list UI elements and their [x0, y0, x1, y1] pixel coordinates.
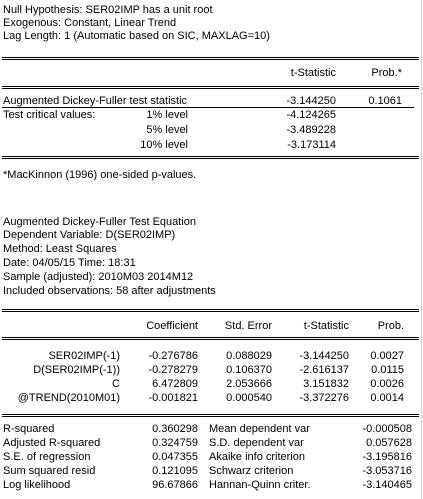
table-divider	[2, 57, 419, 60]
table-divider	[2, 414, 419, 417]
table-row-prob: 0.0014	[370, 392, 404, 404]
stat-value: 0.121095	[152, 465, 198, 477]
table-divider	[2, 156, 419, 159]
col-prob-header: Prob.*	[371, 67, 402, 79]
mackinnon-note: *MacKinnon (1996) one-sided p-values.	[3, 169, 197, 181]
stat-label: S.E. of regression	[3, 451, 91, 463]
crit-level-5: 5% level	[146, 124, 188, 136]
table-row-prob: 0.0027	[370, 350, 404, 362]
adf-prob-value: 0.1061	[368, 95, 402, 107]
stat-label: Mean dependent var	[209, 423, 310, 435]
crit-value-5: -3.489228	[286, 124, 336, 136]
sample-text: Sample (adjusted): 2010M03 2014M12	[3, 271, 194, 283]
stat-value: 0.047355	[152, 451, 198, 463]
dependent-variable: Dependent Variable: D(SER02IMP)	[3, 229, 176, 241]
method-text: Method: Least Squares	[3, 243, 117, 255]
stat-label: Hannan-Quinn criter.	[209, 479, 311, 491]
table-row-tstat: -3.372276	[299, 392, 349, 404]
table-row-stderror: 0.000540	[226, 392, 272, 404]
crit-value-1: -4.124265	[286, 109, 336, 121]
stat-label: Sum squared resid	[3, 465, 96, 477]
table-row-stderror: 0.088029	[226, 350, 272, 362]
null-hypothesis-text: Null Hypothesis: SER02IMP has a unit root	[3, 4, 213, 16]
table-row-coefficient: -0.276786	[148, 350, 198, 362]
table-row-coefficient: -0.278279	[148, 364, 198, 376]
table-divider	[2, 337, 419, 340]
table-row-variable: SER02IMP(-1)	[48, 350, 120, 362]
col-coefficient-header: Coefficient	[146, 320, 198, 332]
col-tstat-header: t-Statistic	[290, 67, 336, 79]
crit-value-10: -3.173114	[287, 139, 336, 151]
table-row-stderror: 0.106370	[226, 364, 272, 376]
crit-level-10: 10% level	[140, 139, 188, 151]
adf-underline	[2, 107, 414, 108]
stat-value: -3.140465	[362, 479, 412, 491]
stat-label: S.D. dependent var	[209, 437, 304, 449]
lag-length-text: Lag Length: 1 (Automatic based on SIC, MAXLAG=10)	[3, 30, 270, 42]
table-row-prob: 0.0026	[370, 378, 404, 390]
table-row-coefficient: -0.001821	[148, 392, 198, 404]
stat-label: R-squared	[3, 423, 55, 435]
stat-label: Log likelihood	[3, 479, 71, 491]
table-row-stderror: 2.053666	[226, 378, 272, 390]
adf-stat-label: Augmented Dickey-Fuller test statistic	[3, 95, 188, 107]
table-row-tstat: 3.151832	[303, 378, 349, 390]
stat-value: 96.67866	[152, 479, 198, 491]
stat-value: 0.057628	[366, 437, 412, 449]
adf-tstat-value: -3.144250	[286, 95, 336, 107]
stat-label: Schwarz criterion	[209, 465, 294, 477]
stat-value: -3.195816	[362, 451, 412, 463]
table-row-variable: D(SER02IMP(-1))	[33, 364, 120, 376]
table-row-tstat: -2.616137	[299, 364, 349, 376]
col-tstat-header: t-Statistic	[303, 320, 349, 332]
table-row-tstat: -3.144250	[299, 350, 349, 362]
table-divider	[2, 86, 419, 89]
exogenous-text: Exogenous: Constant, Linear Trend	[3, 17, 177, 29]
equation-title: Augmented Dickey-Fuller Test Equation	[3, 216, 197, 228]
col-stderror-header: Std. Error	[224, 320, 272, 332]
stat-value: -0.000508	[362, 423, 412, 435]
col-prob-header: Prob.	[377, 320, 404, 332]
stat-value: 0.324759	[152, 437, 198, 449]
stat-label: Adjusted R-squared	[3, 437, 101, 449]
table-row-coefficient: 6.472809	[152, 378, 198, 390]
crit-level-1: 1% level	[146, 109, 188, 121]
observations-text: Included observations: 58 after adjustments	[3, 285, 216, 297]
table-row-prob: 0.0115	[371, 364, 404, 376]
table-divider	[2, 309, 419, 312]
table-row-variable: @TREND(2010M01)	[17, 392, 120, 404]
stat-value: -3.053716	[362, 465, 412, 477]
crit-values-label: Test critical values:	[3, 109, 96, 121]
stat-value: 0.360298	[152, 423, 198, 435]
date-time-text: Date: 04/05/15 Time: 18:31	[3, 257, 136, 269]
stat-label: Akaike info criterion	[209, 451, 305, 463]
table-row-variable: C	[112, 378, 120, 390]
